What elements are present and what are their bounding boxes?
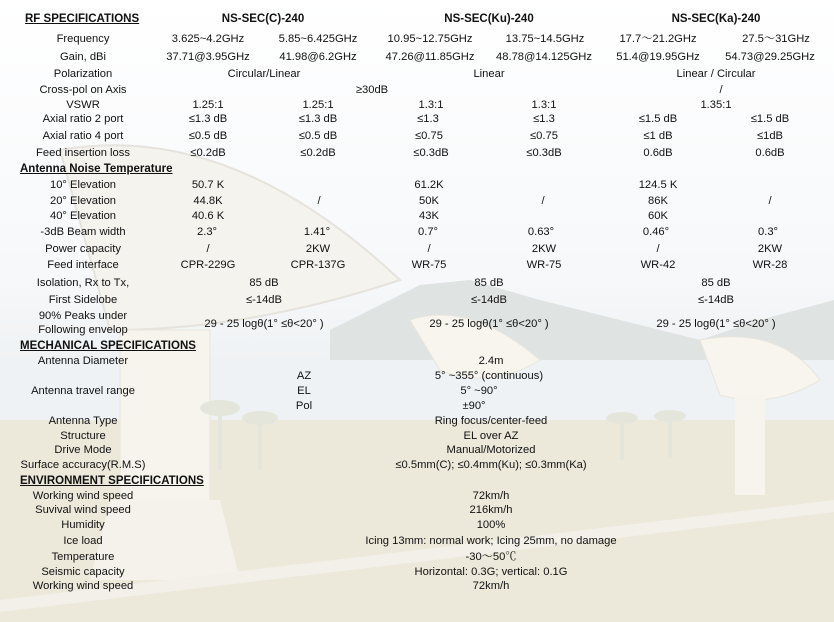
- cell: /: [768, 195, 772, 207]
- cell: 29 - 25 logθ(1° ≤θ<20° ): [656, 318, 776, 330]
- mechanical-section-title: MECHANICAL SPECIFICATIONS: [20, 340, 196, 352]
- noise-section-title: Antenna Noise Temperature: [20, 163, 173, 175]
- cell: 1.25:1: [302, 99, 334, 111]
- cell: ≤0.5mm(C); ≤0.4mm(Ku); ≤0.3mm(Ka): [395, 459, 587, 471]
- row-label: Power capacity: [45, 243, 121, 255]
- cell: ≤0.5 dB: [298, 130, 338, 142]
- cell: /: [206, 243, 210, 255]
- row-label: Axial ratio 2 port: [42, 113, 124, 125]
- cell: 13.75~14.5GHz: [505, 33, 585, 45]
- cell: 72km/h: [472, 490, 510, 502]
- cell: Icing 13mm: normal work; Icing 25mm, no damage: [365, 535, 617, 547]
- cell: WR-28: [752, 259, 788, 271]
- cell: 60K: [648, 210, 668, 222]
- row-label: 20° Elevation: [49, 195, 117, 207]
- cell: 17.7～21.2GHz: [619, 33, 697, 45]
- axis-label: EL: [297, 385, 311, 397]
- cell: ≤-14dB: [246, 294, 282, 306]
- row-label: Drive Mode: [54, 444, 112, 456]
- row-label: Axial ratio 4 port: [42, 130, 124, 142]
- row-label: 10° Elevation: [49, 179, 117, 191]
- cell: ≤1.3: [417, 113, 439, 125]
- cell: Manual/Motorized: [446, 444, 536, 456]
- cell: 61.2K: [414, 179, 444, 191]
- row-label: Seismic capacity: [41, 566, 125, 578]
- row-label: First Sidelobe: [48, 294, 118, 306]
- row-label: Antenna Diameter: [37, 355, 129, 367]
- row-label: Antenna travel range: [31, 385, 135, 397]
- row-label: Frequency: [56, 33, 110, 45]
- cell: 50.7 K: [191, 179, 225, 191]
- cell: -30～50℃: [465, 551, 517, 563]
- cell: ≤-14dB: [471, 294, 507, 306]
- cell: Ring focus/center-feed: [434, 415, 548, 427]
- cell: 41.98@6.2GHz: [279, 51, 357, 63]
- cell: 216km/h: [469, 504, 513, 516]
- cell: Horizontal: 0.3G; vertical: 0.1G: [414, 566, 568, 578]
- cell: 51.4@19.95GHz: [616, 51, 700, 63]
- cell: /: [656, 243, 660, 255]
- environment-section-title: ENVIRONMENT SPECIFICATIONS: [20, 475, 204, 487]
- cell: 29 - 25 logθ(1° ≤θ<20° ): [429, 318, 549, 330]
- cell: 5° ~355° (continuous): [434, 370, 544, 382]
- row-label: Temperature: [51, 551, 115, 563]
- row-label: Cross-pol on Axis: [39, 84, 127, 96]
- cell: Circular/Linear: [227, 68, 301, 80]
- cell: 1.35:1: [700, 99, 732, 111]
- cell: ≤0.75: [415, 130, 443, 142]
- cell: 1.25:1: [192, 99, 224, 111]
- cell: 43K: [419, 210, 439, 222]
- row-label: Feed insertion loss: [36, 147, 130, 159]
- model-ka-band: NS-SEC(Ka)-240: [671, 13, 761, 25]
- cell: ≤1.3: [533, 113, 555, 125]
- row-label: Working wind speed: [32, 580, 134, 592]
- row-label: Surface accuracy(R.M.S): [20, 459, 146, 471]
- cell: 1.3:1: [531, 99, 557, 111]
- cell: /: [541, 195, 545, 207]
- cell: 29 - 25 logθ(1° ≤θ<20° ): [204, 318, 324, 330]
- cell: 1.3:1: [418, 99, 444, 111]
- row-label: Ice load: [63, 535, 103, 547]
- row-label: Gain, dBi: [59, 51, 107, 63]
- cell: ≤1.3 dB: [188, 113, 228, 125]
- cell: 72km/h: [472, 580, 510, 592]
- row-label: VSWR: [66, 99, 100, 111]
- cell: 0.3°: [757, 226, 779, 238]
- cell: CPR-137G: [290, 259, 346, 271]
- cell: 47.26@11.85GHz: [385, 51, 475, 63]
- row-label: Feed interface: [47, 259, 119, 271]
- model-c-band: NS-SEC(C)-240: [221, 13, 305, 25]
- rf-section-title: RF SPECIFICATIONS: [25, 13, 140, 25]
- cell: 5° ~90°: [460, 385, 498, 397]
- cell: 0.46°: [642, 226, 670, 238]
- cell: /: [427, 243, 431, 255]
- cell: ≤1.5 dB: [750, 113, 790, 125]
- cell: 40.6 K: [191, 210, 225, 222]
- cell: ≤0.2dB: [190, 147, 226, 159]
- axis-label: Pol: [295, 400, 313, 412]
- cell: ≤1dB: [756, 130, 784, 142]
- axis-label: AZ: [296, 370, 312, 382]
- cell: ≤1 dB: [643, 130, 673, 142]
- row-label-line1: 90% Peaks under: [38, 310, 128, 322]
- row-label: Polarization: [53, 68, 113, 80]
- cell: Linear / Circular: [676, 68, 756, 80]
- cell: 0.7°: [417, 226, 439, 238]
- cell: 85 dB: [249, 277, 279, 289]
- cell: 100%: [476, 519, 506, 531]
- cell: ≤0.75: [530, 130, 558, 142]
- cell: 2.4m: [478, 355, 504, 367]
- cell: 54.73@29.25GHz: [725, 51, 815, 63]
- cell: 86K: [648, 195, 668, 207]
- cell: Linear: [473, 68, 505, 80]
- cell: 5.85~6.425GHz: [278, 33, 358, 45]
- cell: CPR-229G: [180, 259, 236, 271]
- cell: ±90°: [462, 400, 486, 412]
- cell: 1.41°: [303, 226, 331, 238]
- cell: ≤1.5 dB: [638, 113, 678, 125]
- cell: ≤-14dB: [698, 294, 734, 306]
- cell: /: [317, 195, 321, 207]
- cell: 50K: [419, 195, 439, 207]
- cell: 2KW: [305, 243, 331, 255]
- cell: 3.625~4.2GHz: [171, 33, 245, 45]
- cell: 2KW: [531, 243, 557, 255]
- cell: ≤0.3dB: [526, 147, 562, 159]
- row-label: Structure: [60, 430, 106, 442]
- model-ku-band: NS-SEC(Ku)-240: [444, 13, 534, 25]
- cell: ≤0.2dB: [300, 147, 336, 159]
- cell: 85 dB: [701, 277, 731, 289]
- row-label-line2: Following envelop: [38, 324, 128, 336]
- cell: 44.8K: [193, 195, 223, 207]
- cell: ≤1.3 dB: [298, 113, 338, 125]
- cell: WR-75: [526, 259, 562, 271]
- cell: WR-42: [640, 259, 676, 271]
- cell: 37.71@3.95GHz: [166, 51, 250, 63]
- row-label: Antenna Type: [48, 415, 118, 427]
- cell: 0.63°: [527, 226, 555, 238]
- row-label: Working wind speed: [32, 490, 134, 502]
- cell: 85 dB: [474, 277, 504, 289]
- cell: 0.6dB: [643, 147, 673, 159]
- cell: 124.5 K: [638, 179, 678, 191]
- cell: 27.5～31GHz: [742, 33, 810, 45]
- row-label: Humidity: [61, 519, 105, 531]
- cell: /: [719, 84, 723, 96]
- row-label: Suvival wind speed: [35, 504, 131, 516]
- cell: WR-75: [411, 259, 447, 271]
- cell: ≥30dB: [355, 84, 389, 96]
- cell: 2KW: [757, 243, 783, 255]
- cell: EL over AZ: [463, 430, 519, 442]
- cell: 10.95~12.75GHz: [387, 33, 473, 45]
- row-label: -3dB Beam width: [40, 226, 126, 238]
- row-label: 40° Elevation: [49, 210, 117, 222]
- cell: 2.3°: [196, 226, 218, 238]
- cell: 48.78@14.125GHz: [496, 51, 592, 63]
- row-label: Isolation, Rx to Tx,: [36, 277, 130, 289]
- cell: 0.6dB: [755, 147, 785, 159]
- cell: ≤0.3dB: [413, 147, 449, 159]
- cell: ≤0.5 dB: [188, 130, 228, 142]
